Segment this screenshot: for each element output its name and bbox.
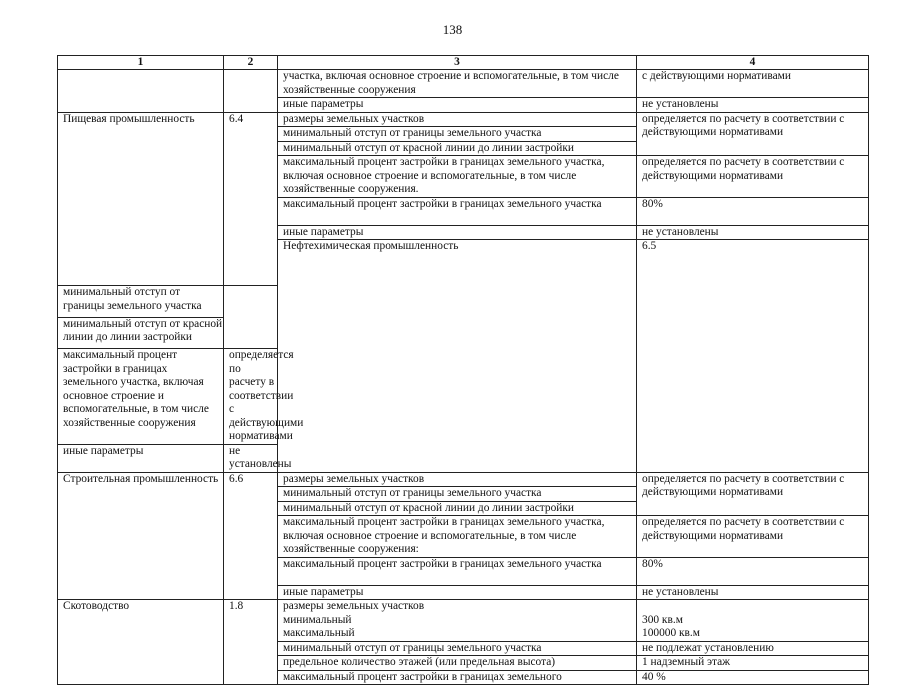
page-number: 138 — [442, 22, 463, 37]
column-header: 1 — [58, 56, 224, 70]
parameter-cell: минимальный отступ от красной линии до линии застройки — [58, 317, 224, 348]
parameter-line: размеры земельных участков — [283, 600, 425, 612]
use-type-cell: Нефтехимическая промышленность — [278, 240, 637, 473]
use-type-cell: Пищевая промышленность — [58, 112, 224, 286]
use-type-cell: Строительная промышленность — [58, 472, 224, 600]
parameter-cell: минимальный отступ от границы земельного участка — [278, 127, 637, 142]
value-cell: определяется по расчету в соответствии с действующими нормативами — [637, 156, 869, 198]
value-cell: не установлены — [637, 225, 869, 240]
parameter-cell: иные параметры — [278, 585, 637, 600]
parameter-cell: минимальный отступ от границы земельного участка — [278, 487, 637, 502]
code-cell: 6.6 — [224, 472, 278, 600]
regulations-table — [57, 55, 869, 685]
value-line: 100000 кв.м — [642, 627, 700, 639]
use-type-cell — [58, 70, 224, 113]
parameter-cell: иные параметры — [58, 444, 224, 472]
column-header: 3 — [278, 56, 637, 70]
table-row — [58, 472, 869, 487]
use-type-cell: Скотоводство — [58, 600, 224, 685]
parameter-cell: максимальный процент застройки в границах земельного — [278, 670, 637, 685]
parameter-cell: иные параметры — [278, 225, 637, 240]
table-row — [58, 112, 869, 127]
value-cell: 40 % — [637, 670, 869, 685]
value-cell: определяется по расчету в соответствии с действующими нормативами — [637, 472, 869, 516]
parameter-line: минимальный — [283, 613, 352, 626]
value-cell: не установлены — [224, 444, 278, 472]
parameter-cell: размеры земельных участков — [278, 472, 637, 487]
parameter-cell: предельное количество этажей (или предельная высота) — [278, 656, 637, 671]
parameter-cell — [278, 600, 637, 642]
column-header: 2 — [224, 56, 278, 70]
value-cell — [637, 600, 869, 642]
value-cell: не установлены — [637, 98, 869, 113]
parameter-cell: максимальный процент застройки в границах земельного участка — [278, 197, 637, 225]
value-cell: не подлежат установлению — [637, 641, 869, 656]
parameter-cell: минимальный отступ от границы земельного участка — [58, 286, 224, 317]
value-cell: определяется по расчету в соответствии с действующими нормативами — [637, 516, 869, 558]
table-header-row — [58, 56, 869, 70]
column-header: 4 — [637, 56, 869, 70]
parameter-cell: максимальный процент застройки в границах земельного участка, включая основное строение и вспомогательные, в том числе хозяйственные сооружения. — [278, 156, 637, 198]
code-cell: 6.4 — [224, 112, 278, 286]
margin-mark — [886, 565, 892, 587]
code-cell — [224, 70, 278, 113]
parameter-cell: максимальный процент застройки в границах земельного участка — [278, 557, 637, 585]
table-row — [58, 70, 869, 98]
parameter-cell: иные параметры — [278, 98, 637, 113]
value-cell: 80% — [637, 557, 869, 585]
parameter-cell: максимальный процент застройки в границах земельного участка, включая основное строение и вспомогательные, в том числе хозяйственные сооружения — [58, 349, 224, 445]
parameter-cell: размеры земельных участков — [278, 112, 637, 127]
value-cell: определяется по расчету в соответствии с действующими нормативами — [224, 349, 278, 445]
table-row — [58, 600, 869, 642]
parameter-cell: максимальный процент застройки в границах земельного участка, включая основное строение и вспомогательные, в том числе хозяйственные сооружения: — [278, 516, 637, 558]
parameter-line: максимальный — [283, 627, 355, 639]
parameter-cell: минимальный отступ от границы земельного участка — [278, 641, 637, 656]
value-cell: 1 надземный этаж — [637, 656, 869, 671]
value-line: 300 кв.м — [642, 613, 683, 626]
code-cell: 1.8 — [224, 600, 278, 685]
value-cell: не установлены — [637, 585, 869, 600]
value-cell: 80% — [637, 197, 869, 225]
value-cell: с действующими нормативами — [637, 70, 869, 98]
parameter-cell: минимальный отступ от красной линии до линии застройки — [278, 501, 637, 516]
code-cell: 6.5 — [637, 240, 869, 473]
parameter-cell: участка, включая основное строение и вспомогательные, в том числе хозяйственные сооружения — [278, 70, 637, 98]
value-cell: определяется по расчету в соответствии с действующими нормативами — [637, 112, 869, 156]
parameter-cell: минимальный отступ от красной линии до линии застройки — [278, 141, 637, 156]
